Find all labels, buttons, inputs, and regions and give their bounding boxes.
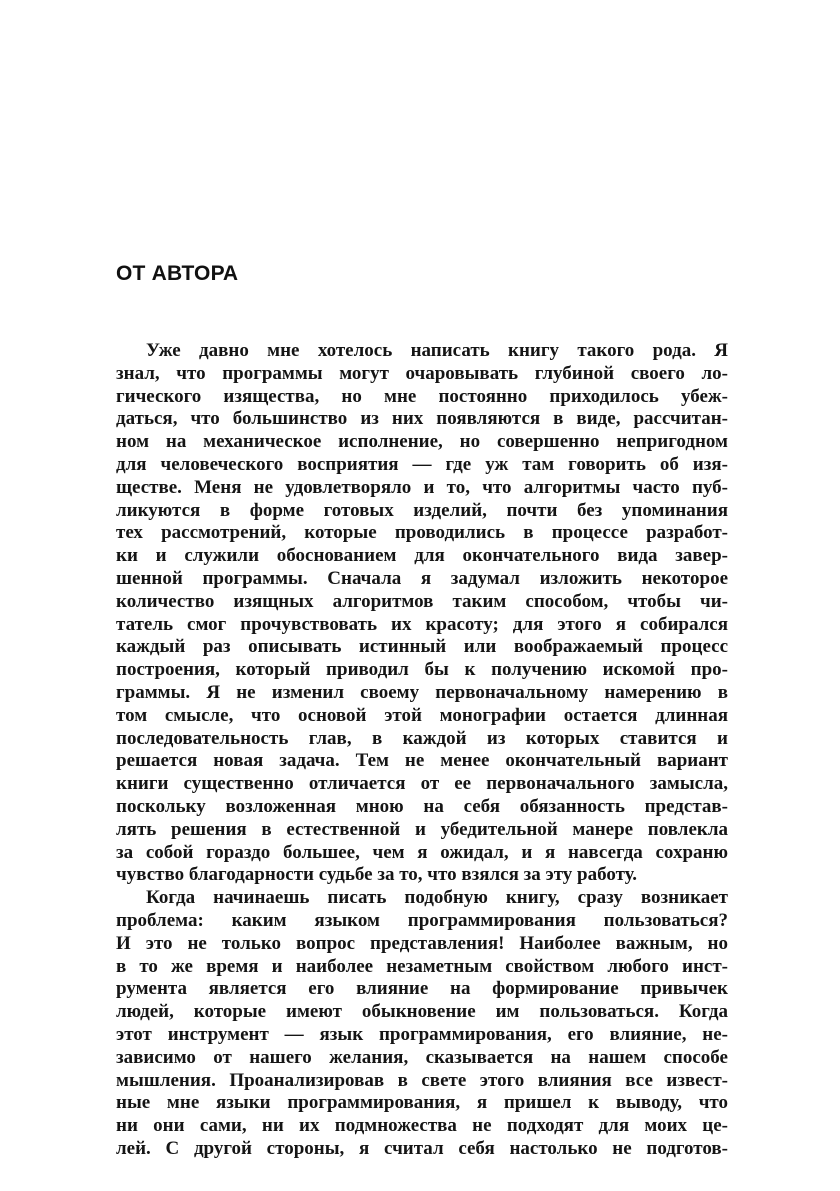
text-line: Уже давно мне хотелось написать книгу такого рода. Я: [146, 340, 728, 361]
text-line: чувство благодарности судьбе за то, что взялся за эту работу.: [116, 864, 638, 886]
text-line: И это не только вопрос представления! Наиболее важным, но: [116, 932, 728, 954]
text-line: граммы. Я не изменил своему первоначальному намерению в: [116, 681, 728, 703]
text-line: румента является его влияние на формирование привычек: [116, 978, 728, 1000]
text-line: поскольку возложенная мною на себя обязанность представ-: [116, 795, 728, 817]
text-line: ществе. Меня не удовлетворяло и то, что алгоритмы часто пуб-: [116, 476, 728, 498]
text-line: количество изящных алгоритмов таким способом, чтобы чи-: [116, 590, 728, 612]
text-line: знал, что программы могут очаровывать глубиной своего ло-: [116, 362, 728, 384]
text-line: для человеческого восприятия — где уж там говорить об изя-: [116, 453, 728, 475]
text-line: решается новая задача. Тем не менее окончательный вариант: [116, 750, 728, 772]
text-line: лять решения в естественной и убедительной манере повлекла: [116, 818, 728, 840]
text-line: татель смог прочувствовать их красоту; для этого я собирался: [116, 613, 728, 635]
text-line: шенной программы. Сначала я задумал изложить некоторое: [116, 567, 728, 589]
text-line: этот инструмент — язык программирования, его влияние, не-: [116, 1023, 728, 1045]
text-line: книги существенно отличается от ее первоначального замысла,: [116, 773, 728, 795]
text-line: мышления. Проанализировав в свете этого влияния все извест-: [116, 1069, 728, 1091]
text-line: тех рассмотрений, которые проводились в процессе разработ-: [116, 522, 728, 544]
text-line: лей. С другой стороны, я считал себя настолько не подготов-: [116, 1137, 728, 1159]
text-line: Когда начинаешь писать подобную книгу, сразу возникает: [146, 887, 728, 909]
text-line: зависимо от нашего желания, сказывается на нашем способе: [116, 1046, 728, 1068]
text-line: построения, который приводил бы к получению искомой про-: [116, 659, 728, 681]
text-line: ки и служили обоснованием для окончательного вида завер-: [116, 545, 728, 567]
text-line: в то же время и наиболее незаметным свойством любого инст-: [116, 955, 728, 977]
text-line: людей, которые имеют обыкновение им пользоваться. Когда: [116, 1001, 728, 1023]
text-line: ликуются в форме готовых изделий, почти без упоминания: [116, 499, 728, 521]
text-line: проблема: каким языком программирования пользоваться?: [116, 909, 728, 931]
body-text: [116, 340, 728, 1161]
text-line: ни они сами, ни их подмножества не подходят для моих це-: [116, 1115, 728, 1137]
text-line: том смысле, что основой этой монографии остается длинная: [116, 704, 728, 726]
text-line: даться, что большинство из них появляются в виде, рассчитан-: [116, 408, 728, 430]
chapter-heading: ОТ АВТОРА: [116, 262, 239, 285]
text-line: ные мне языки программирования, я пришел к выводу, что: [116, 1092, 728, 1114]
text-line: последовательность глав, в каждой из которых ставится и: [116, 727, 728, 749]
text-line: за собой гораздо большее, чем я ожидал, и я навсегда сохраню: [116, 841, 728, 863]
text-line: гического изящества, но мне постоянно приходилось убеж-: [116, 385, 728, 407]
text-line: ном на механическое исполнение, но совершенно непригодном: [116, 431, 728, 453]
text-line: каждый раз описывать истинный или воображаемый процесс: [116, 636, 728, 658]
